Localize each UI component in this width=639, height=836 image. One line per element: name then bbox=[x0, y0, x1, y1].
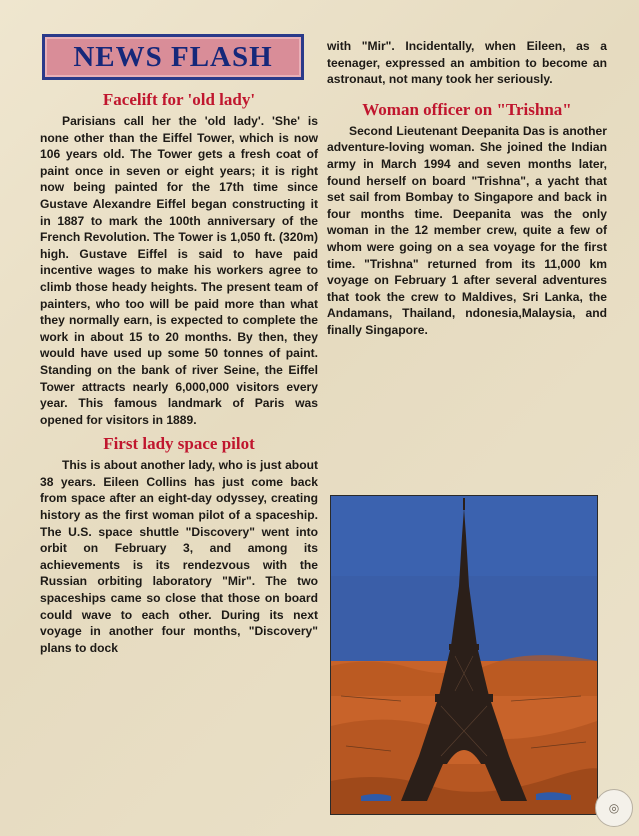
banner-title: NEWS FLASH bbox=[73, 40, 273, 73]
article-body-woman-officer: Second Lieutenant Deepanita Das is another adventure-loving woman. She joined the Indian army in March 1994 and seven months later, found herself on board "Trishna", a yacht that set sail from Bombay to Singapore and back in four months time. Deepanita was the only woman in the 12 member crew, quite a few of whom were going on a sea voyage for the first time. "Trishna" returned from its 11,000 km voyage on February 1 after several adventures that took the crew to Maldives, Sri Lanka, the Andamans, Thailand, ndonesia,Malaysia, and finally Singapore. bbox=[327, 123, 607, 337]
publisher-logo-icon: ◎ bbox=[595, 789, 633, 827]
article-body-space-pilot-continued: with "Mir". Incidentally, when Eileen, as a teenager, expressed an ambition to become an astronaut, not many took her seriously. bbox=[327, 39, 607, 87]
article-body-facelift: Parisians call her the 'old lady'. 'She' is none other than the Eiffel Tower, which is now 106 years old. The Tower gets a fresh coat of paint once in seven or eight years; it is right now being painted for the 17th time since Gustave Alexandre Eiffel began constructing it in 1887 to mark the 100th anniversary of the French Revolution. The Tower is 1,050 ft. (320m) high. Gustave Eiffel is said to have paid incentive wages to make his workers agree to climb those heady heights. The present team of painters, who too will be paid more than what they normally earn, is expected to complete the work in about 15 to 20 months. By then, they would have used up some 50 tonnes of paint. Standing on the bank of river Seine, the Eiffel Tower attracts nearly 6,000,000 visitors every year. This famous landmark of Paris was opened for visitors in 1889. bbox=[40, 114, 318, 427]
eiffel-tower-illustration bbox=[330, 495, 598, 815]
article-heading-woman-officer: Woman officer on "Trishna" bbox=[362, 99, 572, 119]
article-body-space-pilot: This is about another lady, who is just about 38 years. Eileen Collins has just come back from space after an eight-day odyssey, creating history as the first woman pilot of a spaceship. The U.S. space shuttle "Discovery" went into orbit on February 3, and among its achievements is its rendezvous with the Russian orbiting laboratory "Mir". The two spaceships came so close that those on board could wave to each other. During its next voyage in another four months, "Discovery" plans to dock bbox=[40, 458, 318, 655]
article-heading-facelift: Facelift for 'old lady' bbox=[102, 90, 256, 109]
left-column bbox=[40, 34, 318, 656]
right-column bbox=[327, 38, 607, 339]
article-heading-space-pilot: First lady space pilot bbox=[103, 434, 255, 454]
news-flash-banner bbox=[42, 34, 304, 80]
